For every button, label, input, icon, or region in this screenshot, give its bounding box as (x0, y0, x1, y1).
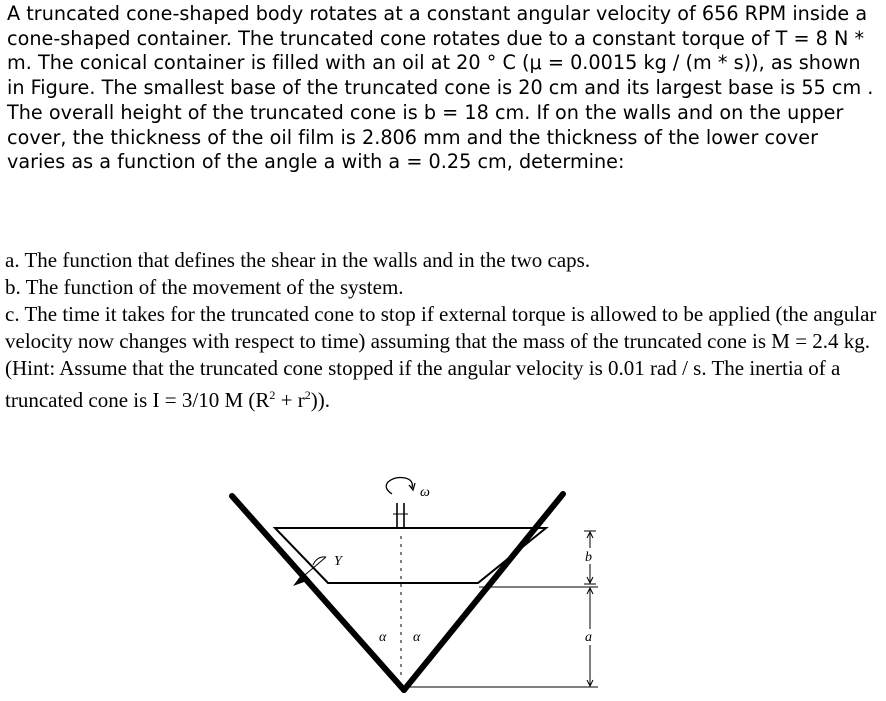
task-c-superscript-2: 2 (304, 388, 311, 402)
rotation-arrow-icon (386, 478, 412, 495)
omega-label: ω (420, 485, 430, 500)
task-c-text-1: c. The time it takes for the truncated cone to stop if external torque is allowed to be applied (the angular velocity now changes with respect to time) assuming that the mass of the truncated cone is M = 2.4 kg. (Hint: Assume that the truncated cone stopped if the angular velocity is 0.01 rad / s. The inertia of a truncated cone is I = 3/10 M (R (5, 302, 877, 412)
dimension-b-label: b (585, 550, 592, 565)
gamma-label: Y (334, 554, 342, 569)
problem-statement: A truncated cone-shaped body rotates at a constant angular velocity of 656 RPM inside a cone-shaped container. The truncated cone rotates due to a constant torque of T = 8 N * m. The conical container is filled with an oil at 20 ° C (μ = 0.0015 kg / (m * s)), as shown in Figure. The smallest base of the truncated cone is 20 cm and its largest base is 55 cm . The overall height of the truncated cone is b = 18 cm. If on the walls and on the upper cover, the thickness of the oil film is 2.806 mm and the thickness of the lower cover varies as a function of the angle a with a = 0.25 cm, determine: (7, 2, 874, 174)
truncated-cone-body (275, 528, 546, 583)
dimension-a-label: a (585, 630, 592, 645)
alpha-right-label: α (413, 630, 421, 645)
container-left-wall (232, 496, 404, 690)
task-b: b. The function of the movement of the system. (5, 275, 404, 299)
task-c-superscript-1: 2 (269, 388, 276, 402)
task-a: a. The function that defines the shear in the walls and in the two caps. (5, 248, 591, 272)
task-c-text-2: + r (275, 388, 305, 412)
gap-pointer-arrowhead-icon (293, 574, 304, 586)
container-right-wall (404, 494, 563, 690)
alpha-left-label: α (379, 630, 387, 645)
task-c-text-3: )). (310, 388, 330, 412)
